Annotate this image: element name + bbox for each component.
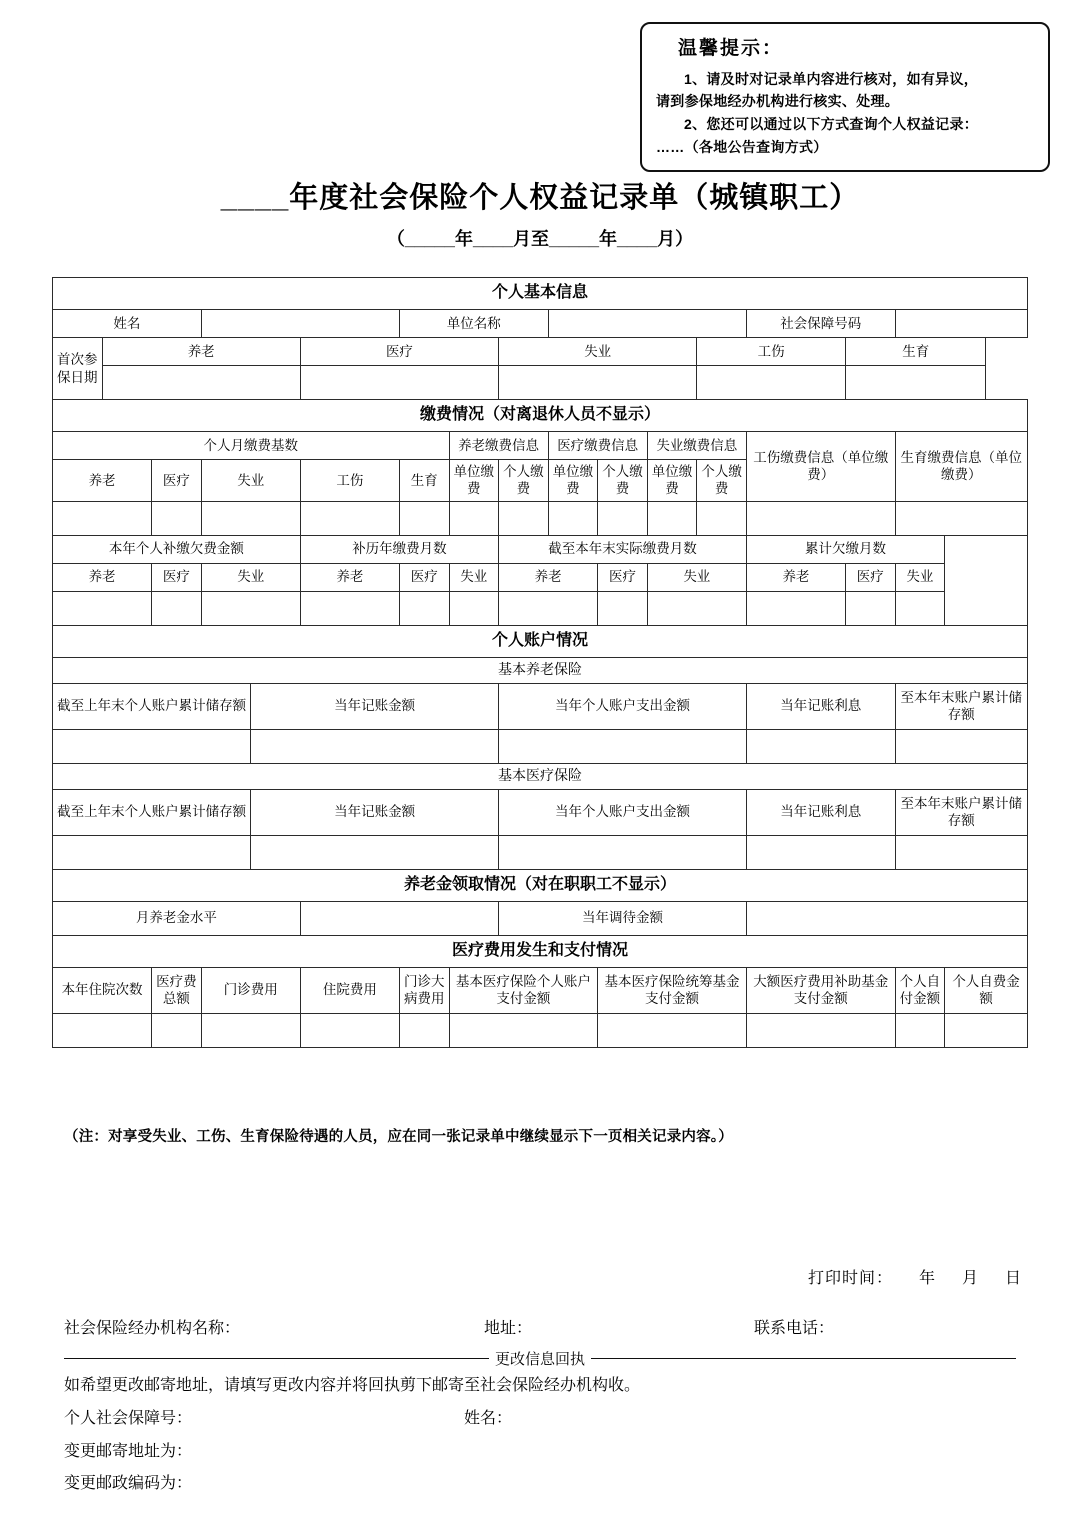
label-telephone: 联系电话：: [754, 1320, 835, 1337]
medical-account-header-row: [53, 789, 1028, 835]
value-pension-personal[interactable]: [499, 501, 549, 535]
value-personal-account-paid[interactable]: [449, 1013, 598, 1047]
supplement-medical: 医疗: [399, 563, 449, 591]
medical-col-hospitalization-count: 本年住院次数: [53, 967, 152, 1013]
value-total-expense[interactable]: [152, 1013, 202, 1047]
base-maternity: 生育: [399, 460, 449, 502]
value-medical-end-balance[interactable]: [895, 835, 1027, 869]
value-base-unemployment[interactable]: [201, 501, 300, 535]
base-medical: 医疗: [152, 460, 202, 502]
organization-line: [64, 1315, 1024, 1338]
basic-info-filler: [986, 338, 1028, 400]
value-medical-personal[interactable]: [598, 501, 648, 535]
medical-col-personal-account-paid: 基本医疗保险个人账户支付金额: [449, 967, 598, 1013]
payment-group-header-row: [53, 432, 1028, 460]
label-receipt-name: 姓名：: [464, 1409, 513, 1427]
basic-info-row-3: [53, 366, 1028, 400]
value-monthly-pension-level[interactable]: [300, 901, 498, 935]
medical-col-personal-selfpay: 个人自费金额: [945, 967, 1028, 1013]
value-outpatient-serious[interactable]: [399, 1013, 449, 1047]
print-time-year: 年: [918, 1270, 936, 1287]
payment-values-row: [53, 501, 1028, 535]
base-unemployment: 失业: [201, 460, 300, 502]
value-medical-prev-balance[interactable]: [53, 835, 251, 869]
arrears-pension: 养老: [53, 563, 152, 591]
medical-col-prev-balance: 截至上年末个人账户累计储存额: [53, 789, 251, 835]
receipt-intro: 如希望更改邮寄地址，请填写更改内容并将回执剪下邮寄至社会保险经办机构收。: [64, 1377, 641, 1394]
group-cumulative-arrears-months: 累计欠缴月数: [746, 535, 944, 563]
supplement-unemployment: 失业: [449, 563, 499, 591]
account-sub-header-row: [53, 657, 1028, 683]
medical-col-year-expense: 当年个人账户支出金额: [499, 789, 747, 835]
medical-col-end-balance: 至本年末账户累计储存额: [895, 789, 1027, 835]
months-group-header-row: [53, 535, 1028, 563]
value-unemployment-personal[interactable]: [697, 501, 747, 535]
value-base-maternity[interactable]: [399, 501, 449, 535]
medical-account-values-row: [53, 835, 1028, 869]
medical-unit-payment: 单位缴费: [548, 460, 598, 502]
group-actual-months: 截至本年末实际缴费月数: [499, 535, 747, 563]
label-new-postcode: 变更邮政编码为：: [64, 1475, 193, 1493]
group-monthly-base: 个人月缴费基数: [53, 432, 450, 460]
subsection-basic-pension: 基本养老保险: [53, 657, 1028, 683]
label-org-name: 单位名称: [399, 310, 548, 338]
group-injury-payment: 工伤缴费信息（单位缴费）: [746, 432, 895, 502]
value-cumulative-medical[interactable]: [846, 591, 896, 625]
value-medical-year-credit[interactable]: [251, 835, 499, 869]
value-medical-year-expense[interactable]: [499, 835, 747, 869]
label-monthly-pension-level: 月养老金水平: [53, 901, 301, 935]
value-pension-unit[interactable]: [449, 501, 499, 535]
medical-col-outpatient-serious: 门诊大病费用: [399, 967, 449, 1013]
pension-account-values-row: [53, 729, 1028, 763]
notice-line-3: 2、您还可以通过以下方式查询个人权益记录：: [684, 116, 979, 133]
value-large-subsidy-paid[interactable]: [746, 1013, 895, 1047]
notice-box: [640, 22, 1050, 172]
account-sub-header-row: [53, 763, 1028, 789]
receipt-ssn-row: [64, 1403, 1024, 1436]
value-pension-prev-balance[interactable]: [53, 729, 251, 763]
basic-info-row-1: [53, 310, 1028, 338]
label-address: 地址：: [484, 1320, 533, 1337]
pension-col-year-credit: 当年记账金额: [251, 683, 499, 729]
first-insured-type-maternity: 生育: [846, 338, 986, 366]
group-pension-payment: 养老缴费信息: [449, 432, 548, 460]
value-outpatient-expense[interactable]: [201, 1013, 300, 1047]
label-org-agency-name: 社会保险经办机构名称：: [64, 1320, 241, 1337]
pension-account-header-row: [53, 683, 1028, 729]
value-arrears-medical[interactable]: [152, 591, 202, 625]
value-year-adjust-amount[interactable]: [746, 901, 1027, 935]
value-supplement-pension[interactable]: [300, 591, 399, 625]
cumulative-unemployment: 失业: [895, 563, 945, 591]
pension-personal-payment: 个人缴费: [499, 460, 549, 502]
value-first-insured-maternity[interactable]: [846, 366, 986, 400]
medical-personal-payment: 个人缴费: [598, 460, 648, 502]
label-year-adjust-amount: 当年调待金额: [499, 901, 747, 935]
value-name[interactable]: [201, 310, 399, 338]
actual-unemployment: 失业: [647, 563, 746, 591]
medical-col-year-interest: 当年记账利息: [746, 789, 895, 835]
section-header-row: [53, 400, 1028, 432]
notice-box-wrapper: [640, 22, 1050, 172]
section-title-medical-expense: 医疗费用发生和支付情况: [53, 935, 1028, 967]
medical-col-year-credit: 当年记账金额: [251, 789, 499, 835]
actual-pension: 养老: [499, 563, 598, 591]
pension-receipt-row: [53, 901, 1028, 935]
notice-line-4: ……（各地公告查询方式）: [656, 138, 828, 155]
group-unemployment-payment: 失业缴费信息: [647, 432, 746, 460]
value-pension-year-expense[interactable]: [499, 729, 747, 763]
value-arrears-pension[interactable]: [53, 591, 152, 625]
basic-info-row-2: [53, 338, 1028, 366]
label-ssn: 社会保障号码: [746, 310, 895, 338]
value-pension-end-balance[interactable]: [895, 729, 1027, 763]
first-insured-type-injury: 工伤: [697, 338, 846, 366]
value-medical-unit[interactable]: [548, 501, 598, 535]
months-subheader-row: [53, 563, 1028, 591]
pension-col-year-interest: 当年记账利息: [746, 683, 895, 729]
cut-here-divider: [64, 1348, 1016, 1369]
value-medical-year-interest[interactable]: [746, 835, 895, 869]
value-actual-medical[interactable]: [598, 591, 648, 625]
unemployment-unit-payment: 单位缴费: [647, 460, 697, 502]
medical-col-outpatient-expense: 门诊费用: [201, 967, 300, 1013]
value-inpatient-expense[interactable]: [300, 1013, 399, 1047]
group-arrears-amount: 本年个人补缴欠费金额: [53, 535, 301, 563]
value-pension-year-credit[interactable]: [251, 729, 499, 763]
table-footnote: （注：对享受失业、工伤、生育保险待遇的人员，应在同一张记录单中继续显示下一页相关记录内容。）: [64, 1129, 733, 1145]
value-first-insured-medical[interactable]: [300, 366, 498, 400]
actual-medical: 医疗: [598, 563, 648, 591]
label-personal-ssn: 个人社会保障号：: [64, 1409, 193, 1427]
print-time-day: 日: [1004, 1270, 1022, 1287]
value-personal-selfpay[interactable]: [945, 1013, 1028, 1047]
pension-col-prev-balance: 截至上年末个人账户累计储存额: [53, 683, 251, 729]
medical-col-personal-copay: 个人自付金额: [895, 967, 945, 1013]
value-actual-unemployment[interactable]: [647, 591, 746, 625]
medical-col-total-expense: 医疗费总额: [152, 967, 202, 1013]
group-supplement-months: 补历年缴费月数: [300, 535, 498, 563]
record-table: [52, 277, 1028, 1048]
change-receipt-block: [64, 1370, 1024, 1501]
section-title-basic-info: 个人基本信息: [53, 278, 1028, 310]
value-injury-unit[interactable]: [746, 501, 895, 535]
subsection-basic-medical: 基本医疗保险: [53, 763, 1028, 789]
cumulative-pension: 养老: [746, 563, 845, 591]
value-pension-year-interest[interactable]: [746, 729, 895, 763]
divider-rule-left: [64, 1358, 489, 1359]
label-name: 姓名: [53, 310, 202, 338]
label-first-insured-date: 首次参保日期: [53, 338, 103, 400]
months-values-row: [53, 591, 1028, 625]
cumulative-medical: 医疗: [846, 563, 896, 591]
value-base-injury[interactable]: [300, 501, 399, 535]
medical-col-large-subsidy-paid: 大额医疗费用补助基金支付金额: [746, 967, 895, 1013]
group-maternity-payment: 生育缴费信息（单位缴费）: [895, 432, 1027, 502]
section-title-account: 个人账户情况: [53, 625, 1028, 657]
section-header-row: [53, 625, 1028, 657]
group-medical-payment: 医疗缴费信息: [548, 432, 647, 460]
page-title: ____年度社会保险个人权益记录单（城镇职工）: [220, 182, 860, 214]
section-title-payment: 缴费情况（对离退休人员不显示）: [53, 400, 1028, 432]
value-hospitalization-count[interactable]: [53, 1013, 152, 1047]
medical-expense-values-row: [53, 1013, 1028, 1047]
first-insured-type-unemployment: 失业: [499, 338, 697, 366]
value-supplement-unemployment[interactable]: [449, 591, 499, 625]
value-first-insured-unemployment[interactable]: [499, 366, 697, 400]
pension-col-year-expense: 当年个人账户支出金额: [499, 683, 747, 729]
notice-line-2: 请到参保地经办机构进行核实、处理。: [656, 93, 900, 110]
value-arrears-unemployment[interactable]: [201, 591, 300, 625]
pension-unit-payment: 单位缴费: [449, 460, 499, 502]
print-time-month: 月: [961, 1270, 979, 1287]
value-cumulative-pension[interactable]: [746, 591, 845, 625]
value-ssn[interactable]: [895, 310, 1027, 338]
section-title-pension-receipt: 养老金领取情况（对在职职工不显示）: [53, 869, 1028, 901]
base-pension: 养老: [53, 460, 152, 502]
notice-title: 温馨提示：: [678, 38, 784, 59]
page-subtitle: （_____年____月至_____年____月）: [386, 229, 694, 249]
value-org-name[interactable]: [548, 310, 746, 338]
section-header-row: [53, 869, 1028, 901]
supplement-pension: 养老: [300, 563, 399, 591]
arrears-unemployment: 失业: [201, 563, 300, 591]
value-first-insured-pension[interactable]: [102, 366, 300, 400]
value-personal-copay[interactable]: [895, 1013, 945, 1047]
first-insured-type-medical: 医疗: [300, 338, 498, 366]
label-new-mailing-address: 变更邮寄地址为：: [64, 1442, 193, 1460]
base-injury: 工伤: [300, 460, 399, 502]
months-filler: [945, 535, 1028, 625]
value-unemployment-unit[interactable]: [647, 501, 697, 535]
print-time-label: 打印时间：: [807, 1270, 893, 1287]
value-actual-pension[interactable]: [499, 591, 598, 625]
value-maternity-unit[interactable]: [895, 501, 1027, 535]
medical-expense-header-row: [53, 967, 1028, 1013]
arrears-medical: 医疗: [152, 563, 202, 591]
medical-col-pooled-fund-paid: 基本医疗保险统筹基金支付金额: [598, 967, 747, 1013]
value-supplement-medical[interactable]: [399, 591, 449, 625]
cut-label: 更改信息回执: [495, 1351, 586, 1368]
unemployment-personal-payment: 个人缴费: [697, 460, 747, 502]
value-base-pension[interactable]: [53, 501, 152, 535]
section-header-row: [53, 935, 1028, 967]
value-pooled-fund-paid[interactable]: [598, 1013, 747, 1047]
notice-line-1: 1、请及时对记录单内容进行核对，如有异议，: [684, 70, 979, 87]
print-time-line: [808, 1265, 1022, 1288]
first-insured-type-pension: 养老: [102, 338, 300, 366]
value-first-insured-injury[interactable]: [697, 366, 846, 400]
medical-col-inpatient-expense: 住院费用: [300, 967, 399, 1013]
value-base-medical[interactable]: [152, 501, 202, 535]
pension-col-end-balance: 至本年末账户累计储存额: [895, 683, 1027, 729]
divider-rule-right: [591, 1358, 1016, 1359]
section-header-row: [53, 278, 1028, 310]
value-cumulative-unemployment[interactable]: [895, 591, 945, 625]
